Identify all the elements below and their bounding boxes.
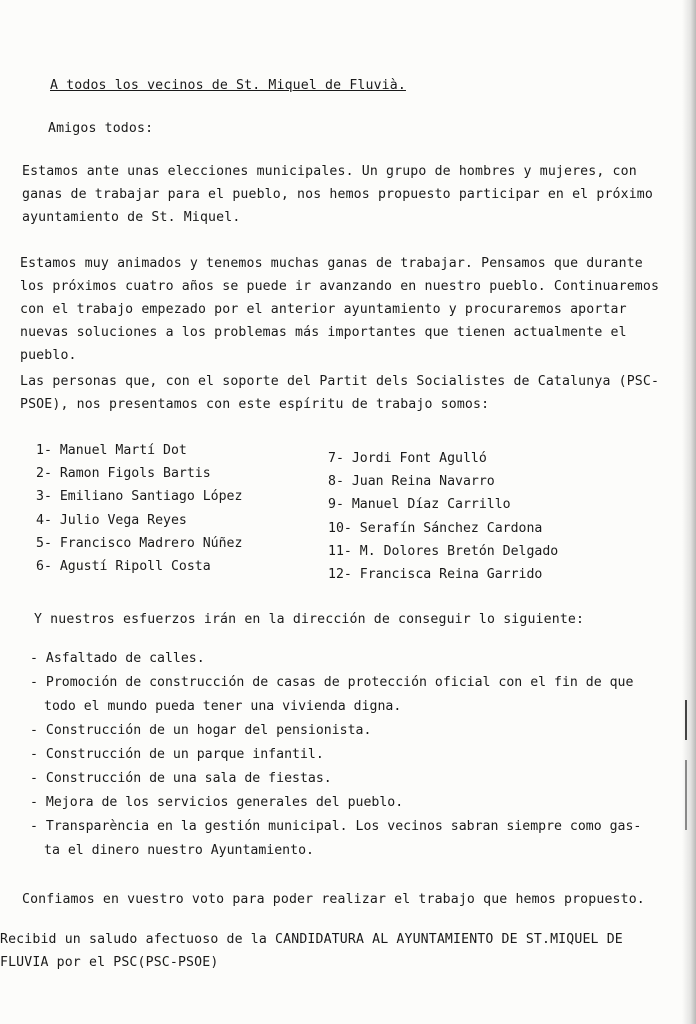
paragraph-1: Estamos ante unas elecciones municipales. Un grupo de hombres y mujeres, con ganas de trabajar para el pueblo, nos hemos propuesto participar en el próximo ayuntamiento de St. Miquel. [22, 164, 653, 225]
candidate-list-left [36, 439, 242, 578]
candidate-item: 8- Juan Reina Navarro [328, 474, 495, 490]
letter-heading: A todos los vecinos de St. Miquel de Fluvià. [50, 78, 406, 93]
candidate-item: 9- Manuel Díaz Carrillo [328, 497, 511, 513]
scan-mark [685, 760, 687, 830]
goal-item: - Promoción de construcción de casas de protección oficial con el fin de que [30, 675, 634, 690]
goals-intro: Y nuestros esfuerzos irán en la dirección de conseguir lo siguiente: [34, 612, 585, 627]
goals-list [30, 647, 642, 863]
page-edge-shadow [682, 0, 696, 1024]
candidate-item: 12- Francisca Reina Garrido [328, 567, 543, 583]
paragraph-2: Estamos muy animados y tenemos muchas ganas de trabajar. Pensamos que durante los próximos cuatro años se puede ir avanzando en nuestro pueblo. Continuaremos con el trabajo empezado por el anterior ayuntamiento y procuraremos aportar nuevas soluciones a los problemas más importantes que tienen actualmente el pueblo. [20, 256, 660, 363]
goal-item: - Mejora de los servicios generales del pueblo. [30, 795, 404, 810]
candidate-list-right [328, 447, 558, 586]
goal-item: - Construcción de un parque infantil. [30, 747, 324, 762]
letter-greeting: Amigos todos: [48, 121, 154, 136]
candidate-item: 1- Manuel Martí Dot [36, 443, 187, 458]
goal-item: - Construcción de un hogar del pensionista. [30, 723, 372, 738]
candidate-item: 10- Serafín Sánchez Cardona [328, 520, 543, 536]
candidate-item: 11- M. Dolores Bretón Delgado [328, 543, 559, 559]
paragraph-3: Las personas que, con el soporte del Partit dels Socialistes de Catalunya (PSC-PSOE), nos presentamos con este espíritu de trabajo somos: [20, 374, 660, 412]
candidate-item: 7- Jordi Font Agulló [328, 451, 487, 466]
candidate-item: 3- Emiliano Santiago López [36, 489, 243, 505]
candidate-item: 5- Francisco Madrero Núñez [36, 535, 243, 551]
goal-item: - Construcción de una sala de fiestas. [30, 771, 332, 786]
candidate-item: 6- Agustí Ripoll Costa [36, 559, 211, 575]
goal-item-continuation: todo el mundo pueda tener una vivienda digna. [44, 699, 402, 714]
candidate-item: 2- Ramon Figols Bartis [36, 466, 211, 482]
scan-mark [685, 700, 687, 740]
goal-item: - Transparència en la gestión municipal. Los vecinos sabran siempre como gas- [30, 819, 642, 834]
goal-item-continuation: ta el dinero nuestro Ayuntamiento. [44, 843, 314, 858]
goal-item: - Asfaltado de calles. [30, 651, 205, 666]
closing-sentence: Confiamos en vuestro voto para poder realizar el trabajo que hemos propuesto. [22, 892, 645, 907]
signoff: Recibid un saludo afectuoso de la CANDIDATURA AL AYUNTAMIENTO DE ST.MIQUEL DE FLUVIA por el PSC(PSC-PSOE) [0, 932, 623, 970]
candidate-item: 4- Julio Vega Reyes [36, 512, 187, 528]
